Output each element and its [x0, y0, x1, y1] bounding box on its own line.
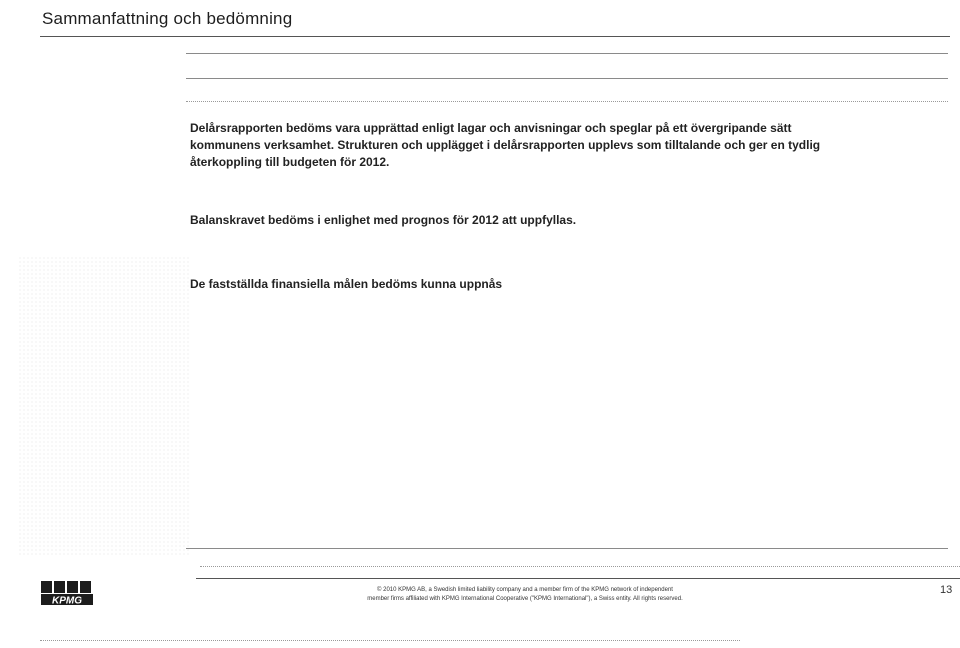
footer-divider — [196, 578, 960, 579]
scan-noise-area — [18, 256, 190, 556]
footer-divider — [186, 548, 948, 549]
body-paragraph-1: Delårsrapporten bedöms vara upprättad enligt lagar och anvisningar och speglar på ett övergripande sätt kommunens verksamhet. Strukturen och upplägget i delårsrapporten upplevs som tilltalande och ger en tydlig återkoppling till budgeten för 2012. — [190, 121, 821, 169]
body-paragraph-2: Balanskravet bedöms i enlighet med prognos för 2012 att uppfyllas. — [190, 213, 577, 227]
divider-line — [186, 78, 948, 79]
divider-line — [186, 53, 948, 54]
copyright-notice — [290, 586, 760, 604]
body-paragraph-3: De fastställda finansiella målen bedöms kunna uppnås — [190, 277, 503, 291]
copyright-line-2: member firms affiliated with KPMG International Cooperative ("KPMG International"), a Swiss entity. All rights reserved. — [367, 596, 683, 602]
footer-divider — [40, 640, 740, 641]
copyright-line-1: © 2010 KPMG AB, a Swedish limited liability company and a member firm of the KPMG network of independent — [377, 587, 673, 593]
footer-divider — [200, 566, 960, 567]
page-number: 13 — [940, 584, 953, 596]
logo-text: KPMG — [52, 595, 82, 606]
title-underline — [40, 36, 950, 37]
divider-line — [186, 101, 948, 102]
page-title: Sammanfattning och bedömning — [42, 9, 293, 28]
kpmg-logo — [40, 580, 94, 606]
